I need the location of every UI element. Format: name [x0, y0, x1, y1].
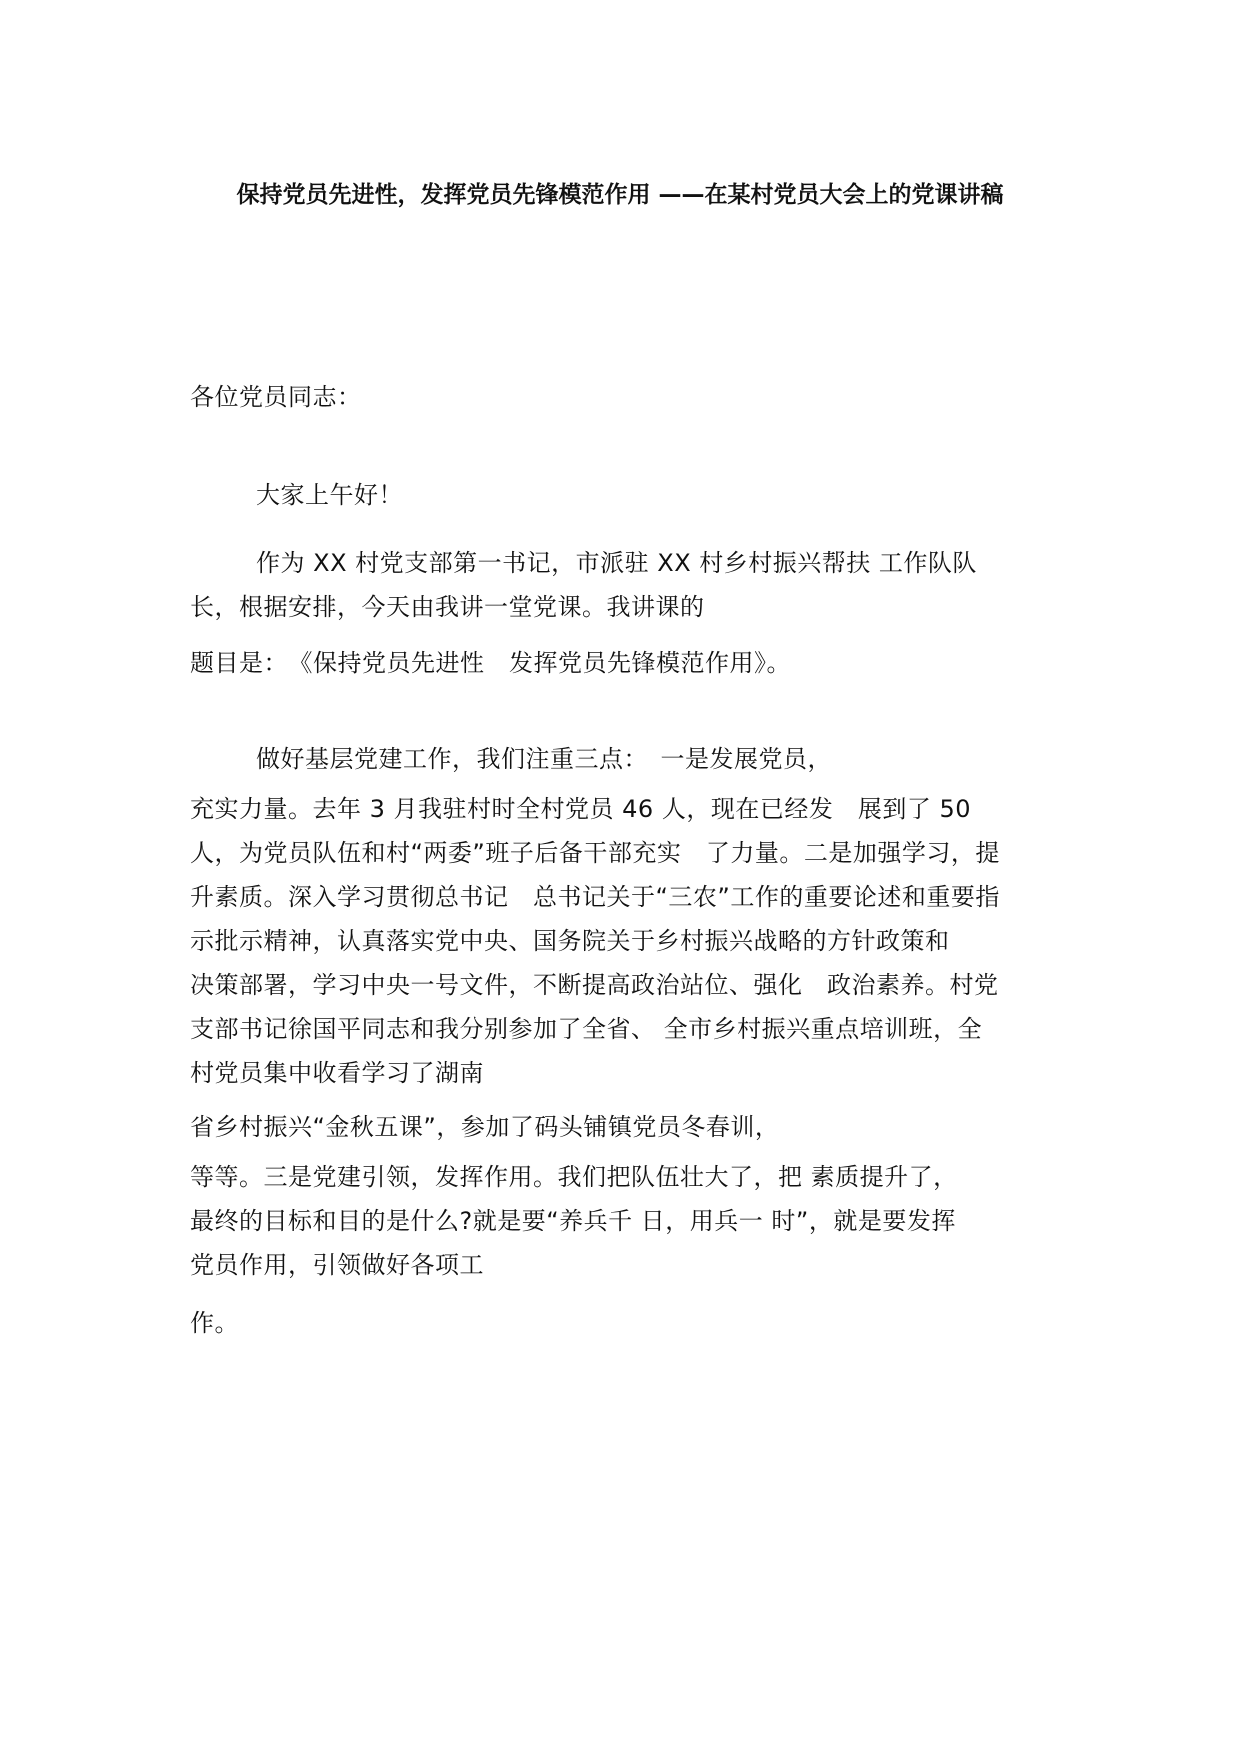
paragraph-line: 长，根据安排，今天由我讲一堂党课。我讲课的	[190, 593, 705, 621]
paragraph-line: 党员作用，引领做好各项工	[190, 1251, 484, 1279]
salutation: 各位党员同志：	[190, 383, 362, 411]
paragraph-line: 最终的目标和目的是什么?就是要“养兵千 日，用兵一 时”，就是要发挥	[190, 1207, 956, 1235]
paragraph-line: 示批示精神，认真落实党中央、国务院关于乡村振兴战略的方针政策和	[190, 927, 950, 955]
paragraph-line: 作。	[190, 1309, 239, 1337]
paragraph-line: 充实力量。去年 3 月我驻村时全村党员 46 人，现在已经发 展到了 50	[190, 795, 971, 823]
paragraph-line: 人，为党员队伍和村“两委”班子后备干部充实 了力量。二是加强学习，提	[190, 839, 1000, 867]
document-title: 保持党员先进性，发挥党员先锋模范作用 ——在某村党员大会上的党课讲稿	[236, 182, 1004, 208]
greeting: 大家上午好！	[256, 481, 403, 509]
paragraph-line: 决策部署，学习中央一号文件，不断提高政治站位、强化 政治素养。村党	[190, 971, 999, 999]
paragraph-line: 村党员集中收看学习了湖南	[190, 1059, 484, 1087]
paragraph-line: 等等。三是党建引领，发挥作用。我们把队伍壮大了，把 素质提升了，	[190, 1163, 958, 1191]
paragraph-line: 升素质。深入学习贯彻总书记 总书记关于“三农”工作的重要论述和重要指	[190, 883, 1000, 911]
paragraph-line: 支部书记徐国平同志和我分别参加了全省、 全市乡村振兴重点培训班，全	[190, 1015, 983, 1043]
paragraph-line: 题目是： 《保持党员先进性 发挥党员先锋模范作用》。	[190, 649, 791, 677]
paragraph-line: 作为 XX 村党支部第一书记，市派驻 XX 村乡村振兴帮扶 工作队队	[256, 549, 977, 577]
paragraph-line: 做好基层党建工作，我们注重三点： 一是发展党员，	[256, 745, 832, 773]
paragraph-line: 省乡村振兴“金秋五课”，参加了码头铺镇党员冬春训，	[190, 1113, 780, 1141]
